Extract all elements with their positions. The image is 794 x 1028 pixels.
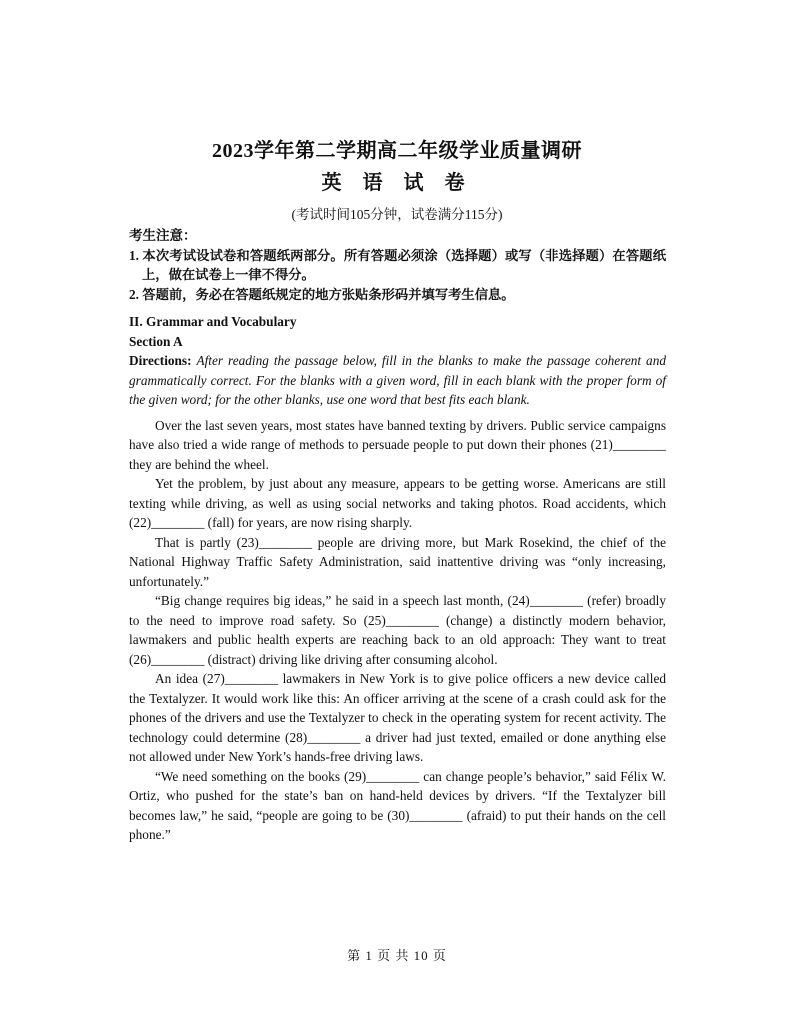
directions — [129, 351, 666, 410]
section-title: II. Grammar and Vocabulary — [129, 314, 297, 329]
notice-item-2: 2. 答题前，务必在答题纸规定的地方张贴条形码并填写考生信息。 — [129, 286, 515, 302]
directions-label: Directions: — [129, 353, 192, 368]
directions-text: After reading the passage below, fill in the blanks to make the passage coherent and grammatically correct. For the blanks with a given word, fill in each blank with the proper form of the given word; for the other blanks, use one word that best fits each blank. — [129, 353, 666, 407]
passage-paragraph-1: Over the last seven years, most states have banned texting by drivers. Public service campaigns have also tried a wide range of methods to persuade people to put down their phones (21)________ they are behind the wheel. — [129, 417, 666, 472]
page-number: 第 1 页 共 10 页 — [347, 948, 447, 963]
section-subtitle: Section A — [129, 333, 183, 349]
passage-paragraph-4: “Big change requires big ideas,” he said in a speech last month, (24)________ (refer) broadly to the need to improve road safety. So (25)________ (change) a distinctly modern behavior, lawmakers and public health experts are reaching back to an old approach: They want to treat (26)________ (distract) driving like driving after consuming alcohol. — [129, 593, 666, 667]
notice-heading: 考生注意： — [129, 228, 197, 243]
exam-duration-info: (考试时间105分钟，试卷满分115分) — [291, 207, 503, 222]
passage-paragraph-2: Yet the problem, by just about any measure, appears to be getting worse. Americans are still texting while driving, as well as using social networks and taking photos. Road accidents, which (22)________ (fall) for years, are now rising sharply. — [129, 476, 666, 530]
exam-subject-title: 英 语 试 卷 — [321, 172, 473, 194]
passage-paragraph-3: That is partly (23)________ people are driving more, but Mark Rosekind, the chief of the National Highway Traffic Safety Administration, said inattentive driving was “only increasing, unfortunately.” — [129, 534, 666, 589]
exam-title: 2023学年第二学期高二年级学业质量调研 — [212, 140, 582, 162]
notice-item-1: 1. 本次考试设试卷和答题纸两部分。所有答题必须涂（选择题）或写（非选择题）在答题纸上，做在试卷上一律不得分。 — [129, 247, 666, 282]
passage-paragraph-6: “We need something on the books (29)________ can change people’s behavior,” said Félix W. Ortiz, who pushed for the state’s ban on hand-held devices by drivers. “If the Textalyzer bill becomes law,” he said, “people are going to be (30)________ (afraid) to put their hands on the cell phone.” — [129, 768, 666, 842]
passage-paragraph-5: An idea (27)________ lawmakers in New York is to give police officers a new device called the Textalyzer. It would work like this: An officer arriving at the scene of a crash could ask for the phones of the drivers and use the Textalyzer to check in the operating system for recent activity. The technology could determine (28)________ a driver had just texted, emailed or done anything else not allowed under New York’s hands-free driving laws. — [129, 671, 666, 764]
exam-content — [129, 226, 666, 845]
